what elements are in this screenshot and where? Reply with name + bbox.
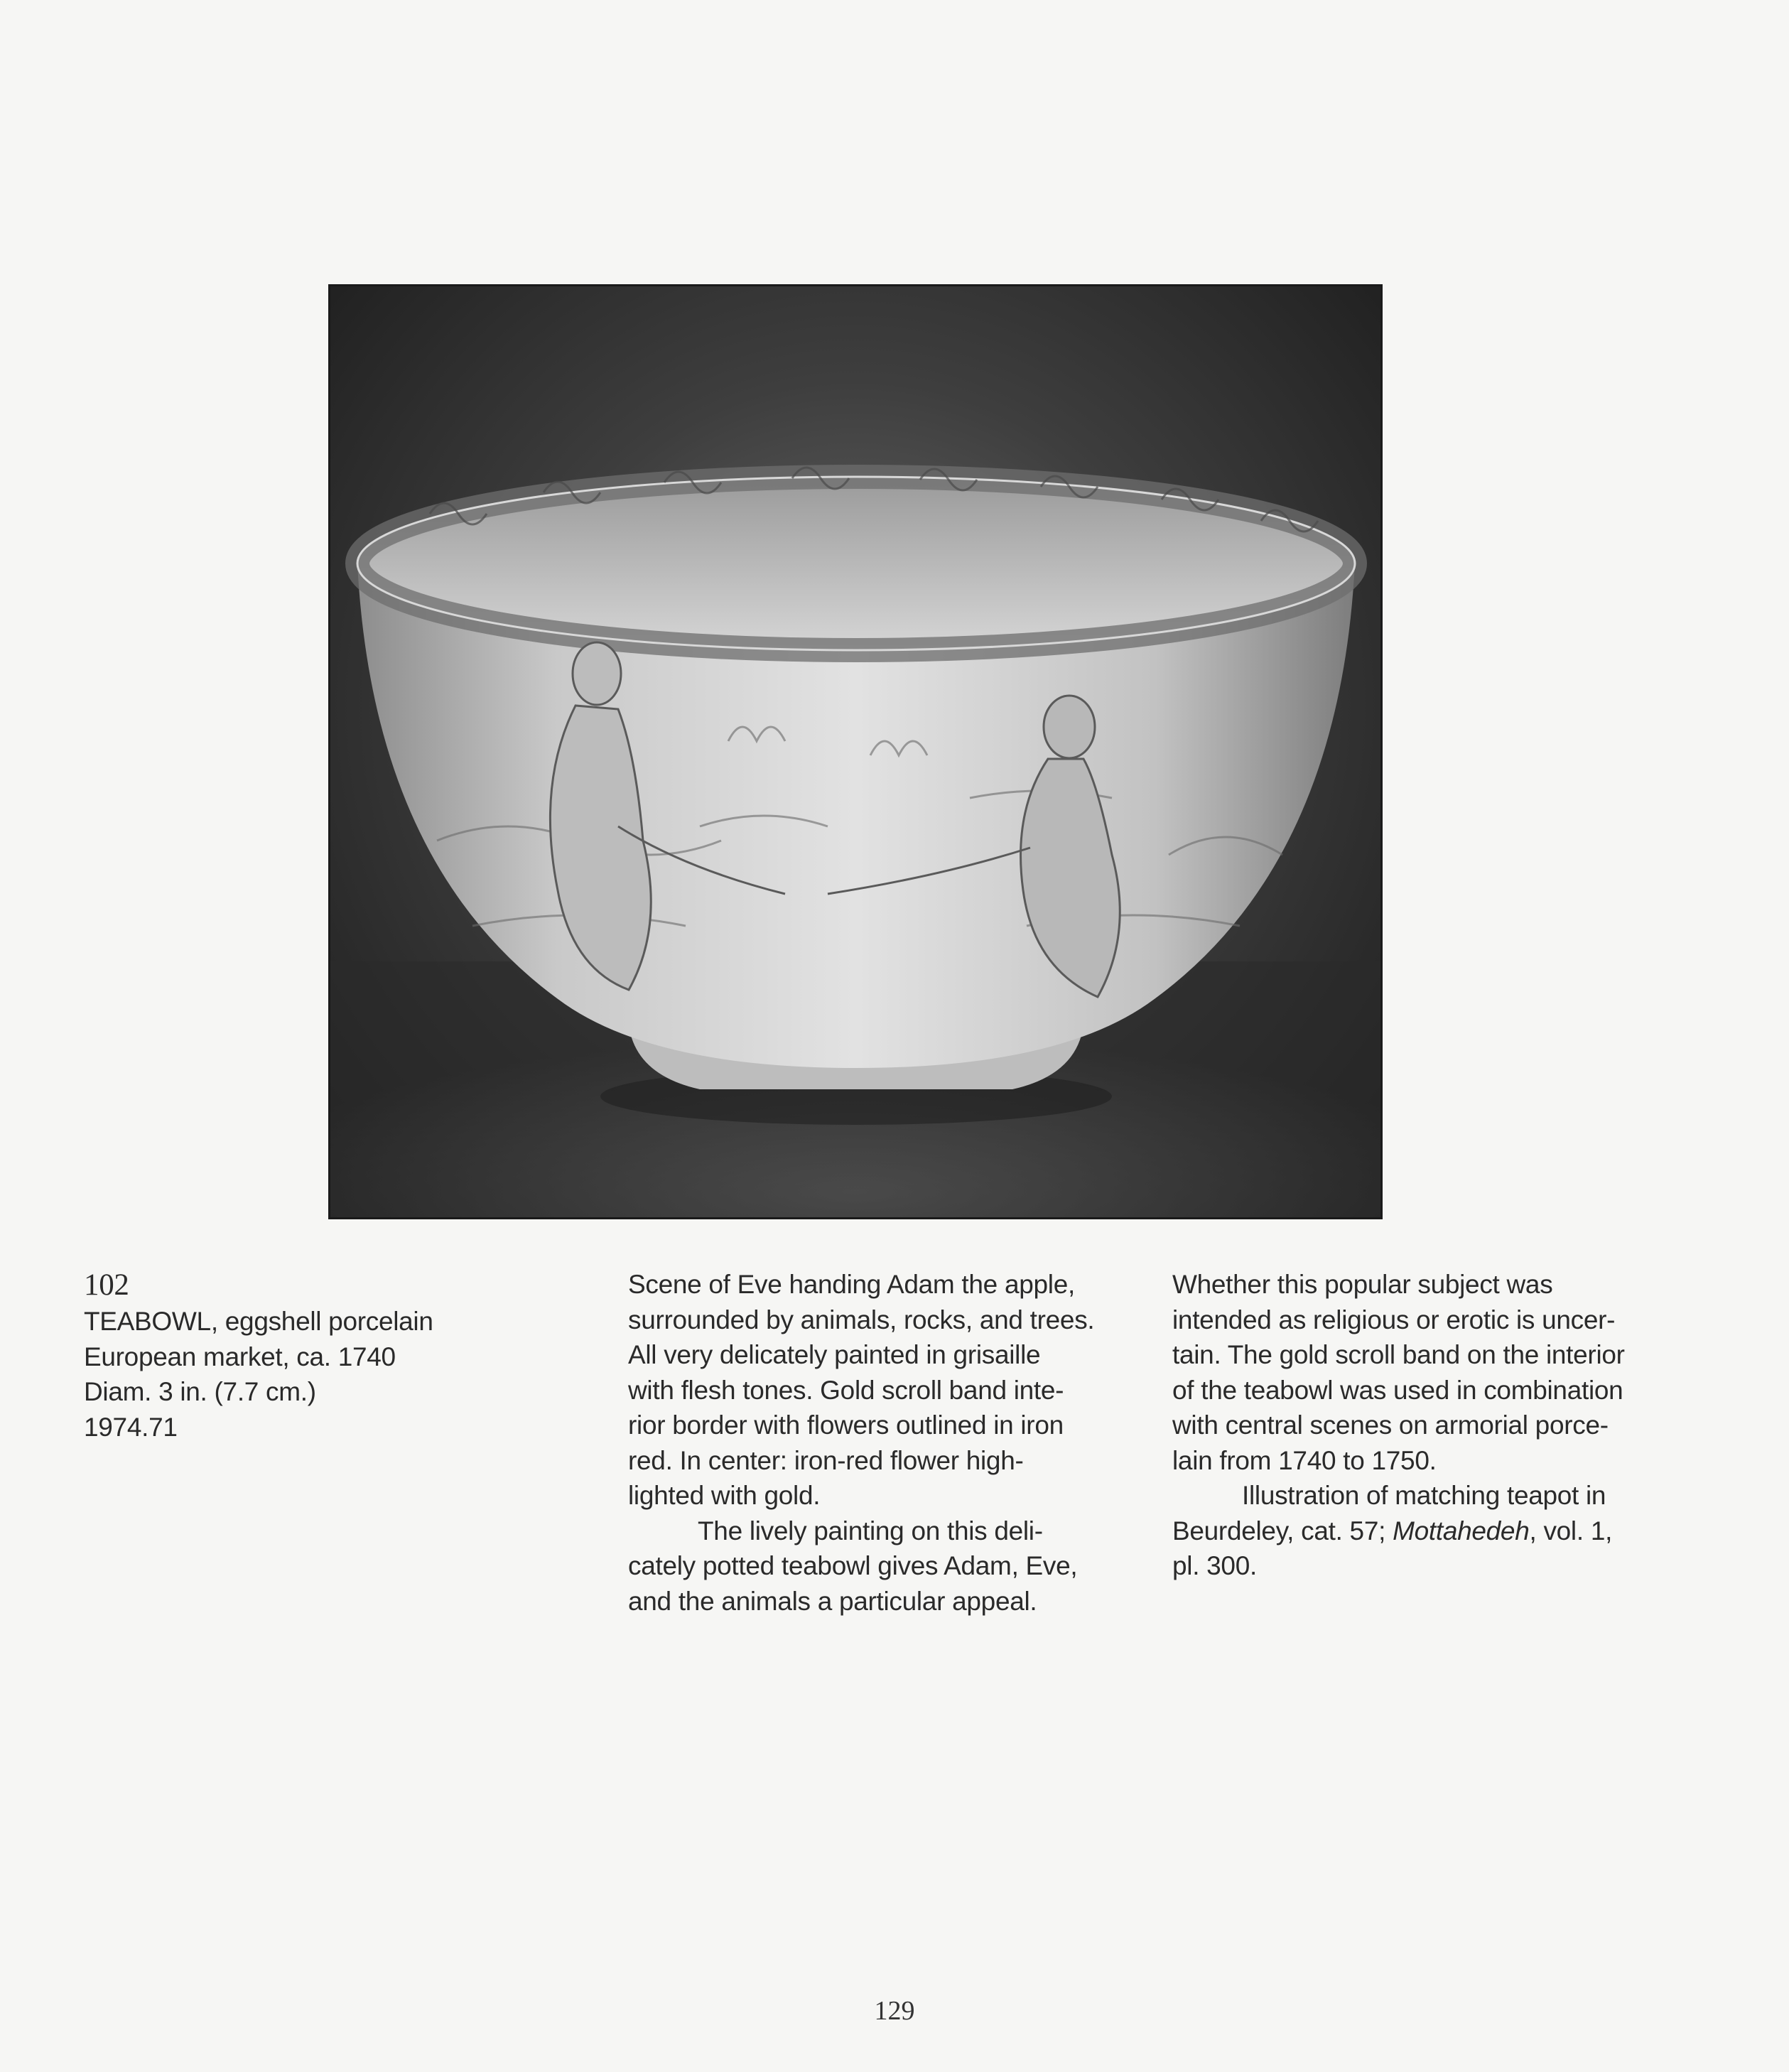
text-line: intended as religious or erotic is uncer- [1172,1305,1616,1334]
citation-volume: , vol. 1, [1529,1516,1613,1545]
text-line: pl. 300. [1172,1551,1257,1580]
text-line: and the animals a particular appeal. [628,1586,1037,1616]
text-line: surrounded by animals, rocks, and trees. [628,1305,1095,1334]
citation-title: Mottahedeh [1393,1516,1530,1545]
text-line: lighted with gold. [628,1481,821,1510]
catalog-number: 102 [84,1268,129,1302]
text-line: Whether this popular subject was [1172,1270,1553,1299]
text-line: lain from 1740 to 1750. [1172,1445,1437,1475]
object-type: TEABOWL, eggshell porcelain [84,1307,433,1336]
text-line: cately potted teabowl gives Adam, Eve, [628,1551,1078,1580]
teabowl-photograph [328,284,1383,1219]
commentary-column [1172,1267,1625,1584]
description-column [628,1267,1094,1619]
citation-text: Beurdeley, cat. 57; [1172,1516,1393,1545]
text-line: red. In center: iron-red flower high- [628,1445,1024,1475]
text-line: The lively painting on this deli- [698,1516,1043,1545]
text-line: tain. The gold scroll band on the interior [1172,1340,1625,1369]
accession-number: 1974.71 [84,1412,178,1442]
catalog-entry [84,1267,433,1445]
teabowl-illustration [330,286,1380,1217]
text-line: with central scenes on armorial porce- [1172,1410,1609,1440]
text-line: with flesh tones. Gold scroll band inte- [628,1375,1064,1405]
text-line: Scene of Eve handing Adam the apple, [628,1270,1075,1299]
object-dimensions: Diam. 3 in. (7.7 cm.) [84,1377,316,1406]
text-line: Illustration of matching teapot in [1242,1481,1606,1510]
citation-line [1172,1513,1625,1549]
text-line: All very delicately painted in grisaille [628,1340,1041,1369]
object-market: European market, ca. 1740 [84,1342,396,1371]
text-line: rior border with flowers outlined in iron [628,1410,1064,1440]
text-line: of the teabowl was used in combination [1172,1375,1623,1405]
page-number: 129 [874,1996,915,2026]
